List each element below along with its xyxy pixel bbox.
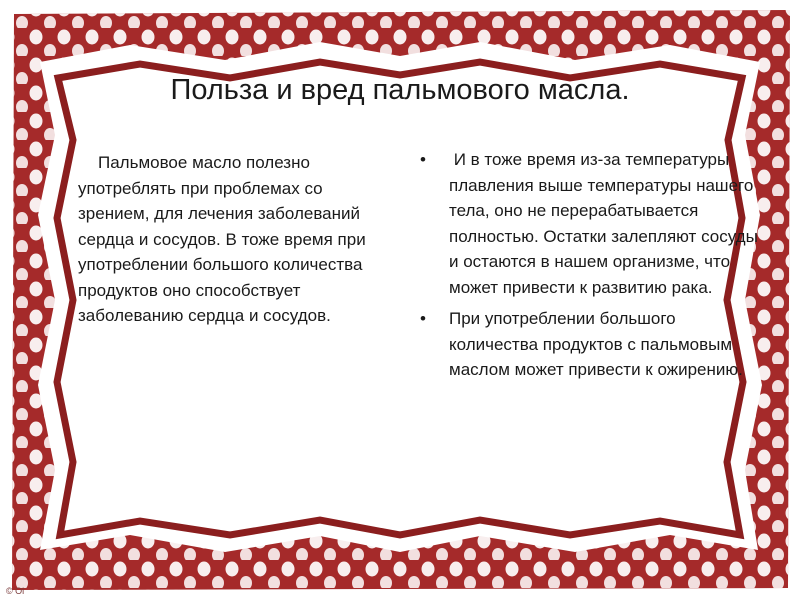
bullet-text: При употреблении большого количества продуктов с пальмовым маслом может привести к ожирению. [449,309,743,379]
bullet-icon: • [420,150,426,169]
left-text-block [78,150,378,329]
list-item [418,306,758,383]
right-text-block [418,147,763,389]
left-paragraph: Пальмовое масло полезно употреблять при проблемах со зрением, для лечения заболеваний сердца и сосудов. В тоже время при употреблении большого количества продуктов оно способствует заболеванию сердца и сосудов. [78,153,366,325]
bullet-icon: • [420,309,426,328]
copyright-mark: © Ol [6,586,25,596]
bullet-list [418,147,763,383]
list-item [418,147,763,300]
slide-title: Польза и вред пальмового масла. [170,74,630,106]
bullet-text: И в тоже время из-за температуры плавления выше температуры нашего тела, оно не перерабатывается полностью. Остатки залепляют сосуды и остаются в нашем организме, что может привести к развитию рака. [449,150,763,297]
